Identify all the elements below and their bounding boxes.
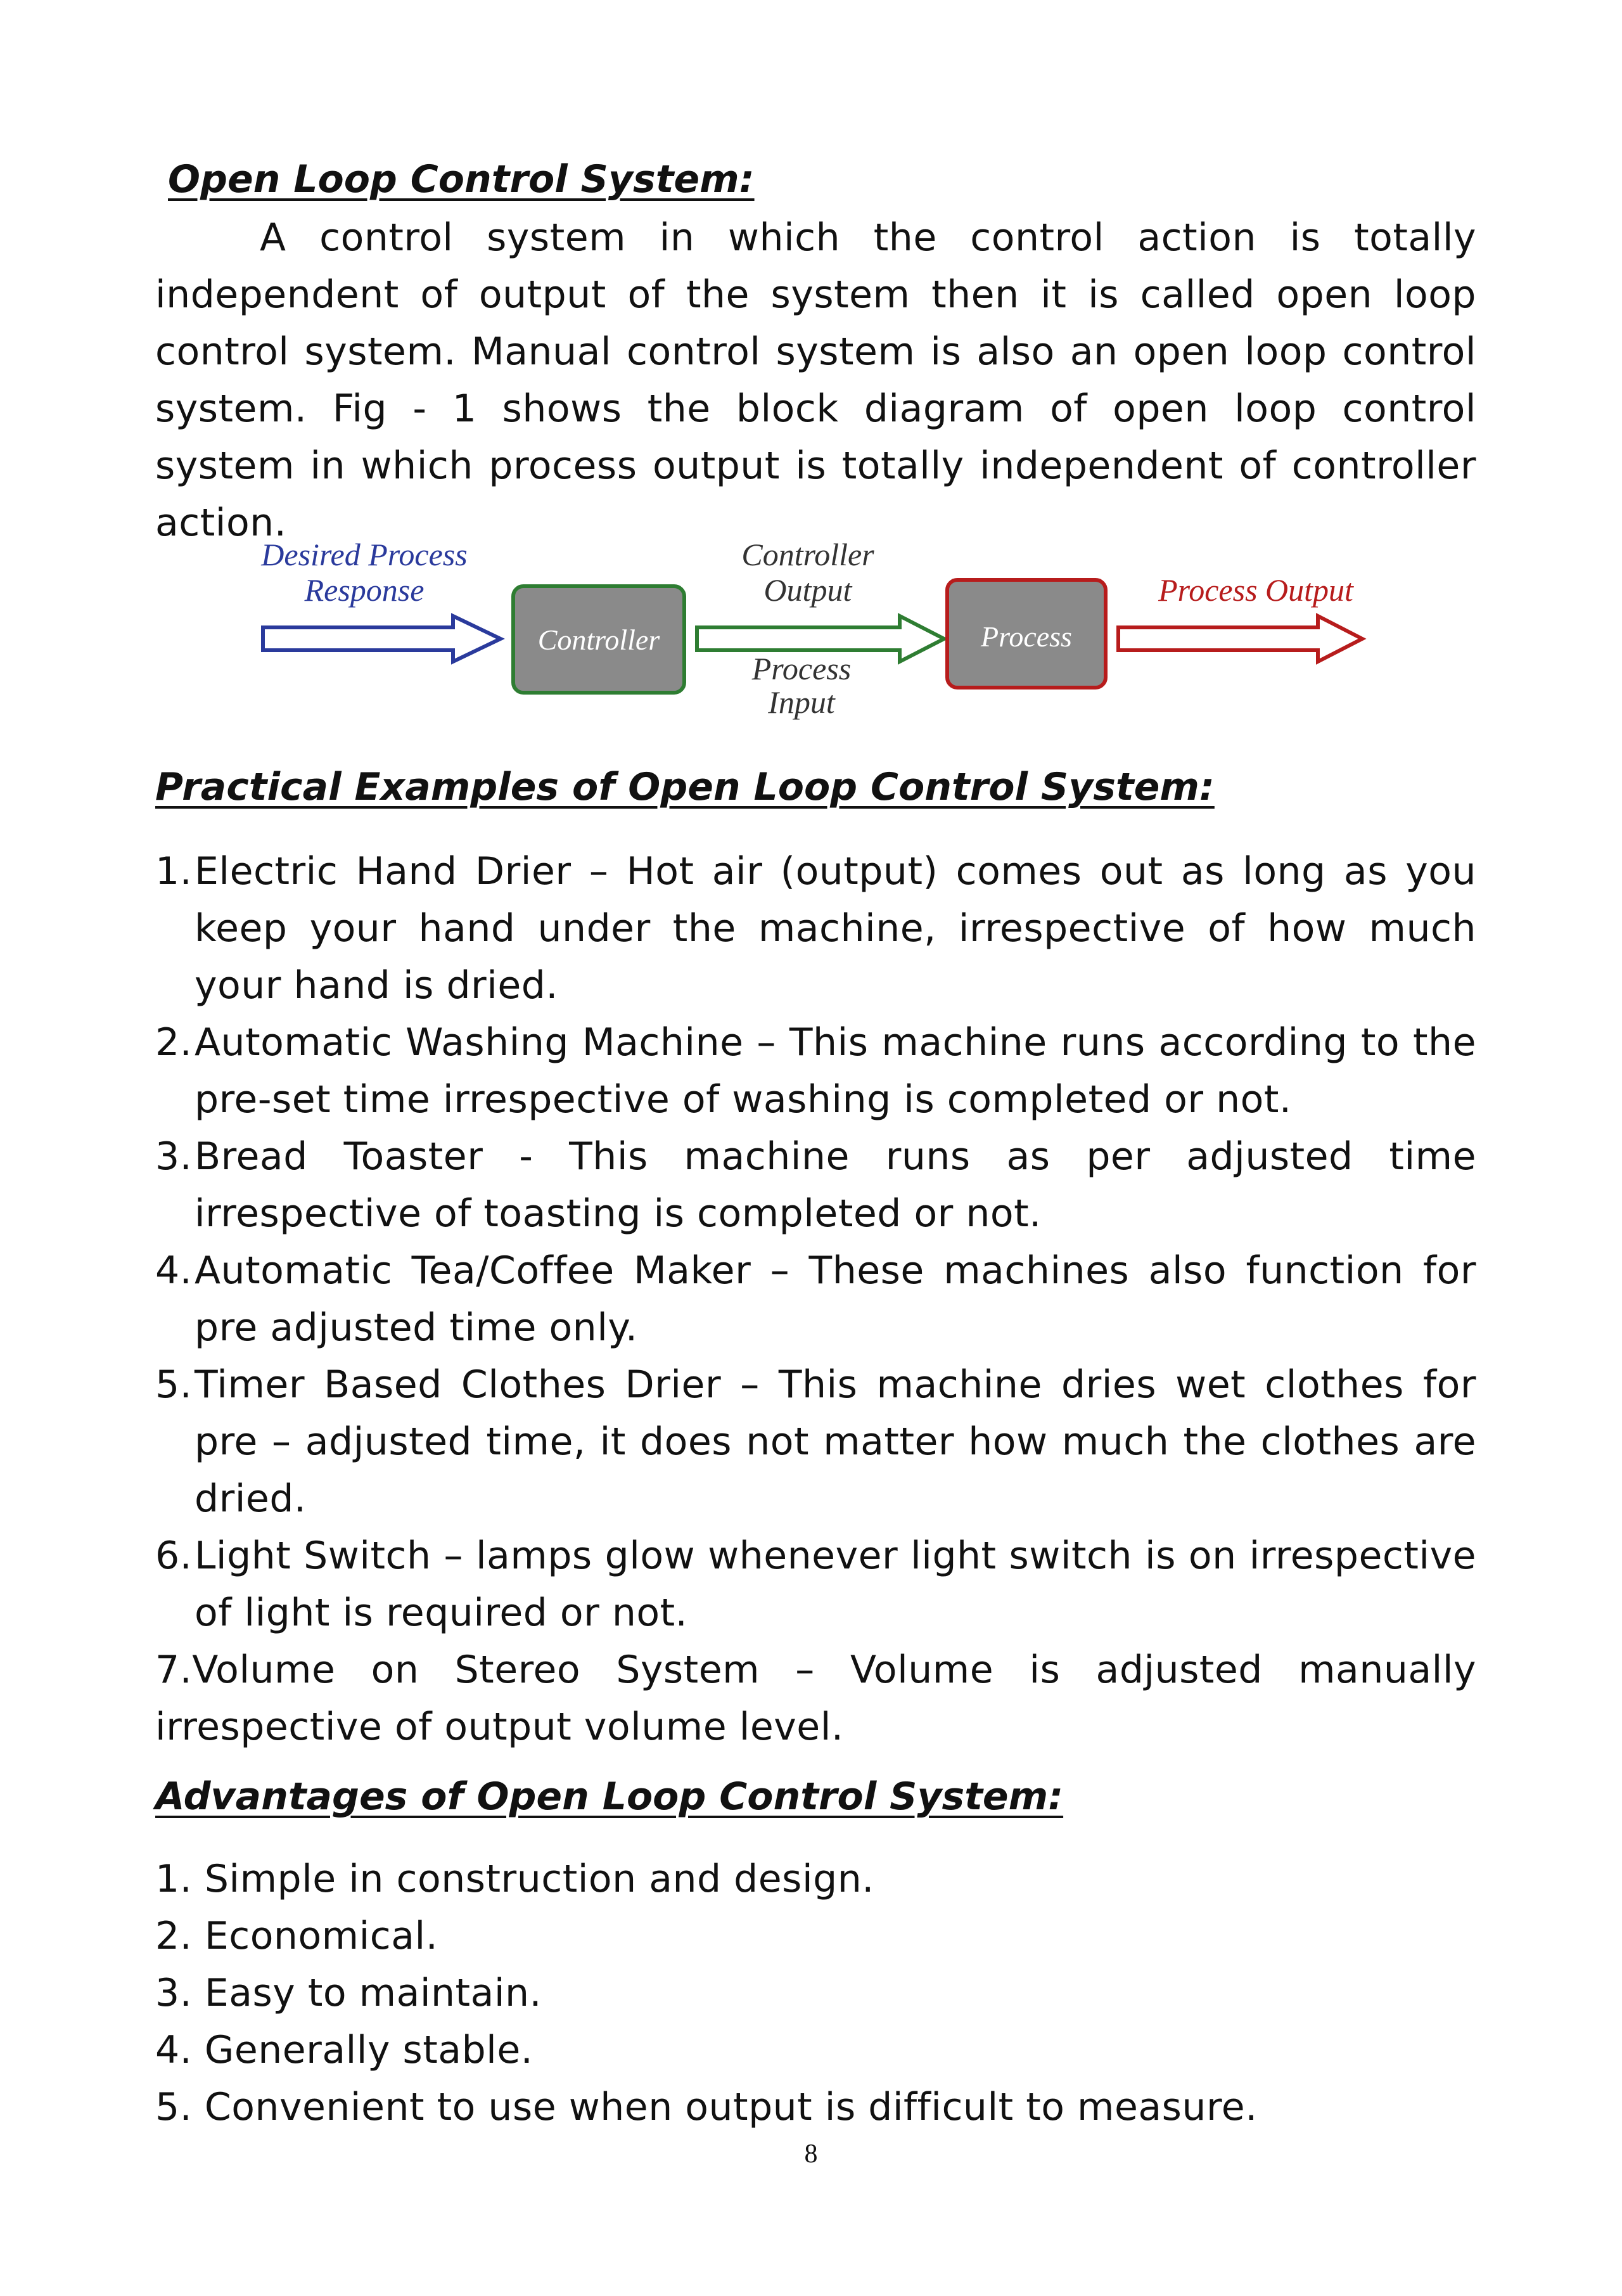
- list-item: 5. Convenient to use when output is difficult to measure.: [155, 2085, 1258, 2129]
- controller-block-label: Controller: [537, 624, 660, 656]
- list-item: 3. Easy to maintain.: [155, 1971, 542, 2015]
- process-block-label: Process: [981, 620, 1072, 653]
- heading-advantages: Advantages of Open Loop Control System:: [155, 1774, 1064, 1819]
- examples-list: [155, 843, 1476, 1755]
- input-label-line1: Desired Process: [261, 537, 468, 572]
- list-item: 2. Economical.: [155, 1914, 438, 1958]
- list-item: 4. Automatic Tea/Coffee Maker – These machines also function for pre adjusted time only.: [155, 1248, 1476, 1350]
- list-item: 1. Simple in construction and design.: [155, 1857, 874, 1901]
- mid-label-top-line1: Controller: [741, 537, 874, 572]
- output-arrow: [1118, 616, 1362, 662]
- heading-open-loop: Open Loop Control System:: [168, 157, 755, 202]
- mid-label-bottom-line2: Input: [768, 684, 835, 720]
- input-label-line2: Response: [304, 572, 425, 608]
- intro-paragraph: [155, 209, 1476, 551]
- input-arrow: [263, 616, 501, 662]
- mid-label-bottom-line1: Process: [751, 651, 852, 686]
- open-loop-block-diagram: [234, 532, 1407, 722]
- list-item: 6. Light Switch – lamps glow whenever light switch is on irrespective of light is required or not.: [155, 1534, 1476, 1635]
- mid-label-top-line2: Output: [763, 572, 852, 608]
- list-item: 1. Electric Hand Drier – Hot air (output) comes out as long as you keep your hand under the machine, irrespective of how much your hand is dried.: [155, 849, 1476, 1008]
- list-item: 2. Automatic Washing Machine – This machine runs according to the pre-set time irrespective of washing is completed or not.: [155, 1020, 1476, 1122]
- page-number: 8: [804, 2139, 818, 2169]
- intro-paragraph-text: A control system in which the control action is totally independent of output of the system then it is called open loop control system. Manual control system is also an open loop control system. Fig - 1 shows the block diagram of open loop control system in which process output is totally independent of controller action.: [155, 215, 1476, 545]
- heading-practical-examples: Practical Examples of Open Loop Control System:: [155, 765, 1215, 809]
- list-item: 5. Timer Based Clothes Drier – This machine dries wet clothes for pre – adjusted time, it does not matter how much the clothes are dried.: [155, 1363, 1476, 1521]
- list-item: 7.Volume on Stereo System – Volume is adjusted manually irrespective of output volume level.: [155, 1648, 1476, 1749]
- advantages-list: [155, 1850, 1476, 2136]
- list-item: 3. Bread Toaster - This machine runs as per adjusted time irrespective of toasting is completed or not.: [155, 1134, 1476, 1236]
- list-item: 4. Generally stable.: [155, 2028, 533, 2072]
- output-label: Process Output: [1158, 572, 1353, 608]
